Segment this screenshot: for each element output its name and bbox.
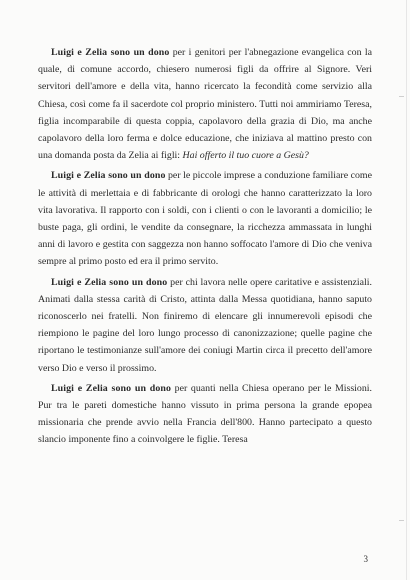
paragraph-2 (38, 167, 372, 270)
paragraph-text: per chi lavora nelle opere caritative e assistenziali. Animati dalla stessa carità di Cristo, attinta dalla Messa quotidiana, hanno saputo riconoscerlo nei fratelli. Non finiremo di elencare gli innumerevoli episodi che riempiono le pagine del loro lungo processo di canonizzazione; quelle pagine che riportano le testimonianze sull'amore dei coniugi Martin circa il precetto dell'amore verso Dio e verso il prossimo. (38, 276, 372, 374)
paragraph-3 (38, 274, 372, 377)
document-body (38, 44, 372, 452)
paragraph-text: per i genitori per l'abnegazione evangelica con la quale, di comune accordo, chiesero numerosi figli da offrire al Signore. Veri servitori dell'amore e della vita, hanno ricercato la fecondità come servizio alla Chiesa, così come fa il sacerdote col proprio ministero. Tutti noi ammiriamo Teresa, figlia incomparabile di questa coppia, capolavoro della grazia di Dio, ma anche capolavoro della loro ferma e dolce educazione, che iniziava al mattino presto con una domanda posta da Zelia ai figli: (38, 47, 372, 162)
paragraph-lead: Luigi e Zelia sono un dono (51, 382, 172, 394)
paragraph-text: per quanti nella Chiesa operano per le Missioni. Pur tra le pareti domestiche hanno vissuto in prima persona la grande epopea missionaria che prende avvio nella Francia dell'800. Hanno partecipato a questo slancio imponente fino a coinvolgere le figlie. Teresa (38, 382, 372, 446)
page-edge (406, 0, 407, 580)
edge-mark (399, 520, 404, 521)
page-number: 3 (363, 554, 368, 564)
paragraph-lead: Luigi e Zelia sono un dono (51, 170, 166, 182)
paragraph-4 (38, 380, 372, 449)
paragraph-lead: Luigi e Zelia sono un dono (51, 47, 170, 58)
paragraph-italic: Hai offerto il tuo cuore a Gesù? (182, 150, 309, 162)
edge-mark (399, 96, 404, 97)
paragraph-text: per le piccole imprese a conduzione familiare come le attività di merlettaia e di fabbricante di orologi che hanno caratterizzato la loro vita lavorativa. Il rapporto con i soldi, con i clienti o con le lavoranti a domicilio; le buste paga, gli ordini, le vendite da consegnare, la ricchezza ammassata in lunghi anni di lavoro e gestita con saggezza non hanno soffocato l'amore di Dio che veniva sempre al primo posto ed era il primo servito. (38, 170, 372, 268)
paragraph-lead: Luigi e Zelia sono un dono (51, 276, 168, 288)
paragraph-1 (38, 44, 372, 164)
